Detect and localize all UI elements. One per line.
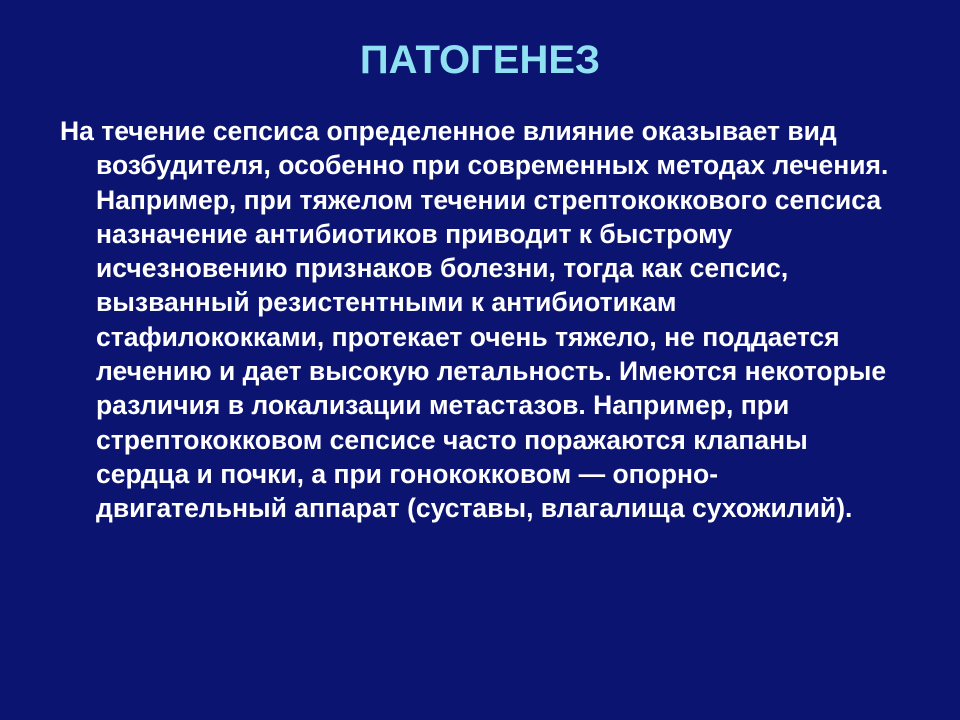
slide-body-text: На течение сепсиса определенное влияние оказывает вид возбудителя, особенно при современных методах лечения. Например, при тяжелом течении стрептококкового сепсиса назначение антибиотиков приводит к быстрому исчезновению признаков болезни, тогда как сепсис, вызванный резистентными к антибиотикам стафилококками, протекает очень тяжело, не поддается лечению и дает высокую летальность. Имеются некоторые различия в локализации метастазов. Например, при стрептококковом сепсисе часто поражаются клапаны сердца и почки, а при гонококковом — опорно-двигательный аппарат (суставы, влагалища сухожилий). [60, 116, 889, 524]
slide-title: ПАТОГЕНЕЗ [359, 38, 601, 82]
